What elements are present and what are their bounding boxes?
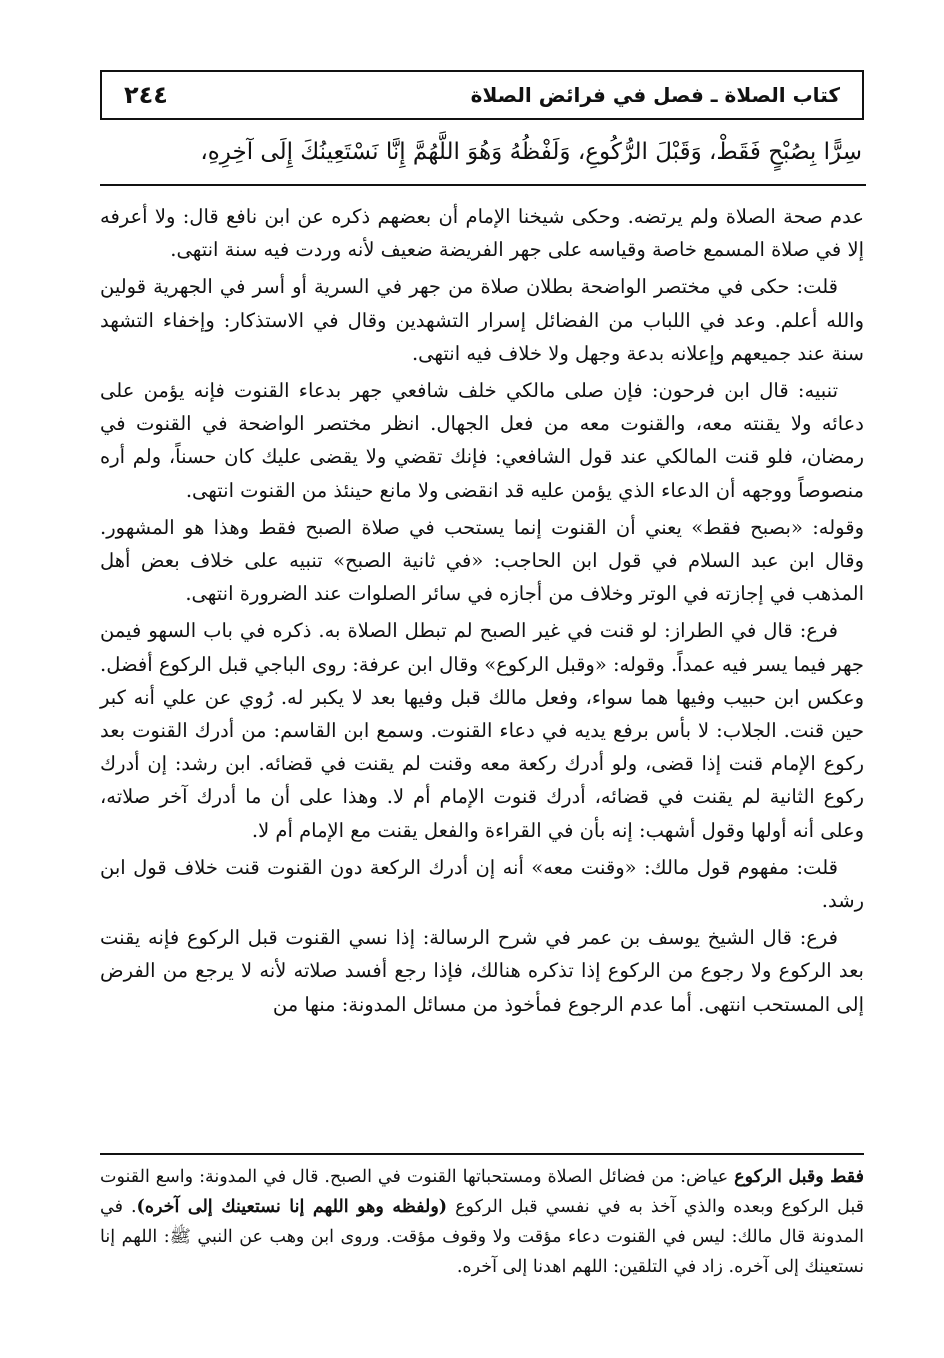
running-header — [100, 70, 864, 120]
footnote-lead: فقط وقبل الركوع — [734, 1167, 865, 1187]
page-number: ٢٤٤ — [124, 81, 168, 109]
footnote-quote: (ولفظه وهو اللهم إنا نستعينك إلى آخره) — [136, 1197, 448, 1217]
paragraph-6: قلت: مفهوم قول مالك: «وقنت معه» أنه إن أدرك الركعة دون القنوت قنت خلاف قول ابن رشد. — [100, 855, 864, 913]
matn-divider — [100, 184, 866, 186]
footnote-divider — [100, 1153, 864, 1155]
matn-text: سِرًّا بِصُبْحٍ فَقَطْ، وَقَبْلَ الرُّكُوعِ، وَلَفْظُهُ وَهُوَ اللَّهُمَّ إِنَّا نَسْتَعِينُكَ إِلَى آخِرِهِ، — [200, 139, 862, 165]
commentary-body — [100, 200, 864, 1025]
footnote-paragraph — [100, 1162, 864, 1282]
paragraph-5: فرع: قال في الطراز: لو قنت في غير الصبح لم تبطل الصلاة به. ذكره في باب السهو فيمن جهر فيما يسر فيه عمداً. وقوله: «وقبل الركوع» وقال ابن عرفة: روى الباجي قبل الركوع أفضل. وعكس ابن حبيب وفيها هما سواء، وفعل مالك قبل وفيها بعد لا يكبر له. رُوي عن علي أنه كبر حين قنت. الجلاب: لا بأس برفع يديه في دعاء القنوت. وسمع ابن القاسم: من أدرك القنوت بعد ركوع الإمام قنت إذا قضى، ولو أدرك ركعة معه وقنت لم يقنت في قضائه. ابن رشد: إن أدرك ركوع الثانية لم يقنت في قضائه، أدرك قنوت الإمام أم لا. وهذا على أن ما أدرك آخر صلاته، وعلى أنه أولها وقول أشهب: إنه بأن في القراءة والفعل يقنت مع الإمام أم لا. — [100, 619, 864, 842]
paragraph-7: فرع: قال الشيخ يوسف بن عمر في شرح الرسالة: إذا نسي القنوت قبل الركوع فإنه يقنت بعد الركوع ولا رجوع من الركوع إذا تذكره هنالك، فإذا رجع أفسد صلاته لأنه لا يرجع من الفرض إلى المستحب انتهى. أما عدم الرجوع فمأخوذ من مسائل المدونة: منها من — [100, 926, 864, 1016]
footnote-text-1: عياض: من فضائل الصلاة ومستحباتها القنوت في الصبح. قال في المدونة: واسع القنوت قبل الركوع وبعده والذي آخذ به في نفسي قبل الركوع — [100, 1167, 865, 1217]
header-title: كتاب الصلاة ـ فصل في فرائض الصلاة — [470, 83, 840, 107]
paragraph-3: تنبيه: قال ابن فرحون: فإن صلى مالكي خلف شافعي جهر بدعاء القنوت فإنه يؤمن على دعائه ولا يقنته معه، والقنوت معه من فعل الجهال. انظر مختصر الواضحة في القنوت في رمضان، فلو قنت المالكي عند قول الشافعي: فإنك تقضي ولا يقضى عليك كان حسناً، ولم أره منصوصاً ووجهه أن الدعاء الذي يؤمن عليه قد انقضى ولا مانع حينئذ من القنوت انتهى. — [100, 379, 864, 502]
paragraph-4: وقوله: «بصبح فقط» يعني أن القنوت إنما يستحب في صلاة الصبح فقط وهذا هو المشهور. وقال ابن عبد السلام في قول ابن الحاجب: «في ثانية الصبح» تنبيه على خلاف بعض أهل المذهب في إجازته في الوتر وخلاف من أجازه في سائر الصلوات عند الضرورة انتهى. — [100, 515, 864, 606]
paragraph-1: عدم صحة الصلاة ولم يرتضه. وحكى شيخنا الإمام أن بعضهم ذكره عن ابن نافع قال: ولا أعرفه إلا في صلاة المسمع خاصة وقياسه على جهر الفريضة ضعيف لأنه وردت فيه سنة انتهى. — [100, 205, 864, 262]
footnote — [100, 1162, 864, 1282]
footnote-text-2: . في المدونة قال مالك: ليس في القنوت دعاء مؤقت ولا وقوف مؤقت. وروى ابن وهب عن النبي ﷺ: اللهم إنا نستعينك إلى آخره. زاد في التلقين: اللهم اهدنا إلى آخره. — [100, 1197, 864, 1277]
paragraph-2: قلت: حكى في مختصر الواضحة بطلان صلاة من جهر في السرية أو أسر في الجهرية قولين والله أعلم. وعد في اللباب من الفضائل إسرار التشهدين وقال في الاستذكار: وإخفاء التشهد سنة عند جميعهم وإعلانه بدعة وجهل ولا خلاف فيه انتهى. — [100, 275, 864, 365]
